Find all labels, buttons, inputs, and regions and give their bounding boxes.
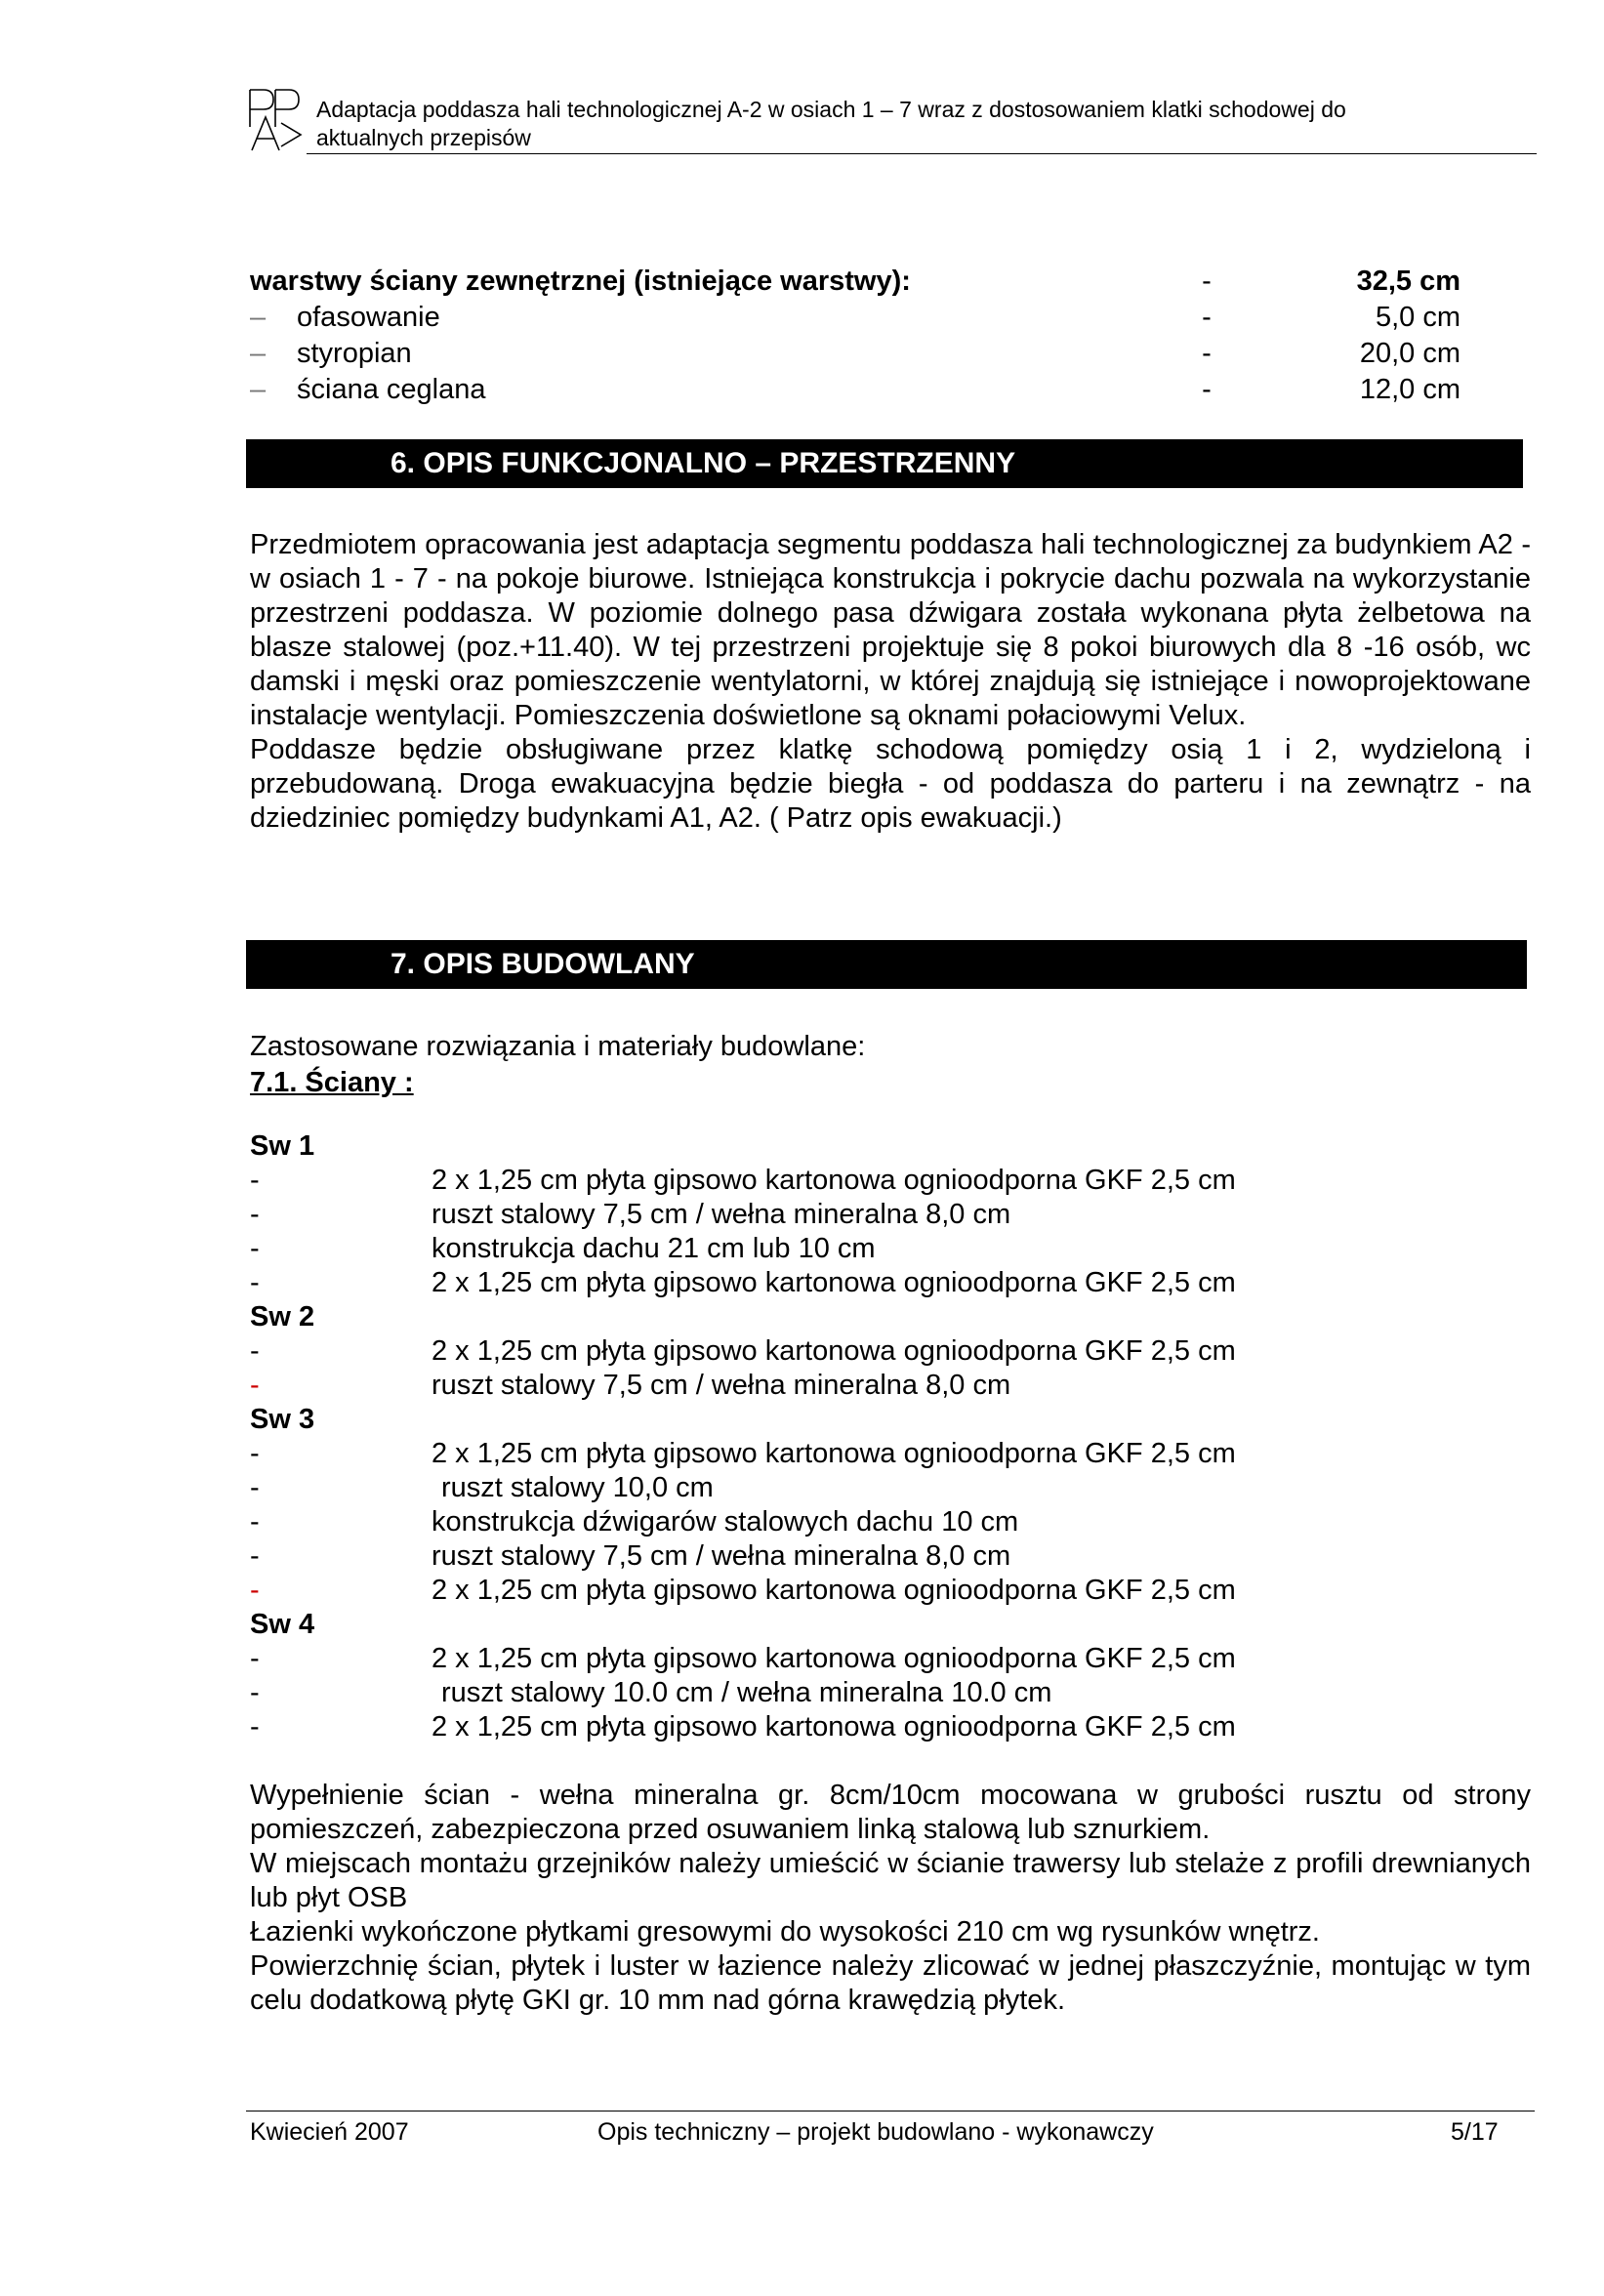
wall-layer-item <box>250 1232 1324 1266</box>
wall-layers-list <box>250 264 1529 408</box>
wall-types-list <box>250 1129 1324 1744</box>
layer-dash: – <box>250 338 267 369</box>
section-heading-6 <box>246 439 1523 488</box>
layer-row <box>250 300 1529 336</box>
ppa-logo-icon <box>246 88 307 152</box>
wall-notes <box>250 1779 1531 2018</box>
layer-sep: - <box>1202 338 1212 369</box>
wall-layer-item <box>250 1574 1324 1608</box>
wall-type-title: Sw 1 <box>250 1130 315 1162</box>
paragraph: Łazienki wykończone płytkami gresowymi do wysokości 210 cm wg rysunków wnętrz. <box>250 1916 1320 1948</box>
layer-sep: - <box>1202 374 1212 405</box>
wall-layer-item <box>250 1437 1324 1471</box>
item-text: konstrukcja dźwigarów stalowych dachu 10 cm <box>432 1506 1019 1538</box>
header-title-line1: Adaptacja poddasza hali technologicznej A-2 w osiach 1 – 7 wraz z dostosowaniem klatki schodowej do <box>316 97 1346 122</box>
layer-row <box>250 336 1529 372</box>
item-text: ruszt stalowy 7,5 cm / wełna mineralna 8,0 cm <box>432 1540 1011 1572</box>
footer-rule <box>246 2111 1535 2112</box>
header-title-line2: aktualnych przepisów <box>316 125 531 150</box>
item-text: 2 x 1,25 cm płyta gipsowo kartonowa ognioodporna GKF 2,5 cm <box>432 1438 1236 1469</box>
wall-layer-item <box>250 1471 1324 1505</box>
layer-value: 12,0 cm <box>1359 374 1460 405</box>
item-text: ruszt stalowy 7,5 cm / wełna mineralna 8,0 cm <box>432 1370 1011 1401</box>
section-7-intro: Zastosowane rozwiązania i materiały budowlane: <box>250 1031 866 1062</box>
wall-type-title: Sw 2 <box>250 1301 315 1332</box>
wall-layer-item <box>250 1505 1324 1539</box>
page-header <box>246 88 1535 156</box>
layer-dash: – <box>250 302 267 333</box>
item-text: 2 x 1,25 cm płyta gipsowo kartonowa ognioodporna GKF 2,5 cm <box>432 1335 1236 1367</box>
layer-row <box>250 264 1529 300</box>
section-title: 6. OPIS FUNKCJONALNO – PRZESTRZENNY <box>391 447 1016 479</box>
paragraph: Przedmiotem opracowania jest adaptacja segmentu poddasza hali technologicznej za budynkiem A2 - w osiach 1 - 7 - na pokoje biurowe. Istniejąca konstrukcja i pokrycie dachu pozwala na wykorzystanie przestrzeni poddasza. W poziomie dolnego pasa dźwigara została wykonana płyta żelbetowa na blasze stalowej (poz.+11.40). W tej przestrzeni projektuje się 8 pokoi biurowych dla 8 -16 osób, wc damski i męski oraz pomieszczenie wentylatorni, w której znajdują się istniejące i nowoprojektowane instalacje wentylacji. Pomieszczenia doświetlone są oknami połaciowymi Velux. <box>250 529 1531 731</box>
item-text: ruszt stalowy 10,0 cm <box>441 1472 714 1503</box>
item-dash: - <box>250 1472 260 1503</box>
item-dash: - <box>250 1335 260 1367</box>
wall-type-title: Sw 3 <box>250 1404 315 1435</box>
layer-value: 20,0 cm <box>1359 338 1460 369</box>
layer-name: ofasowanie <box>297 302 440 333</box>
layer-row <box>250 372 1529 408</box>
item-dash: - <box>250 1575 260 1606</box>
footer-doc-title: Opis techniczny – projekt budowlano - wykonawczy <box>597 2118 1154 2146</box>
item-dash: - <box>250 1677 260 1708</box>
item-text: 2 x 1,25 cm płyta gipsowo kartonowa ognioodporna GKF 2,5 cm <box>432 1711 1236 1742</box>
item-dash: - <box>250 1165 260 1196</box>
section-heading-7 <box>246 940 1527 989</box>
wall-layer-item <box>250 1198 1324 1232</box>
layer-name: ściana ceglana <box>297 374 486 405</box>
wall-layer-item <box>250 1334 1324 1369</box>
layer-name: warstwy ściany zewnętrznej (istniejące warstwy): <box>250 266 911 297</box>
layer-value: 5,0 cm <box>1375 302 1460 333</box>
wall-layer-item <box>250 1164 1324 1198</box>
header-rule <box>307 153 1537 154</box>
item-dash: - <box>250 1540 260 1572</box>
layer-value: 32,5 cm <box>1356 266 1460 297</box>
wall-layer-item <box>250 1369 1324 1403</box>
subsection-heading: 7.1. Ściany : <box>250 1067 414 1098</box>
item-dash: - <box>250 1233 260 1264</box>
item-dash: - <box>250 1267 260 1298</box>
wall-layer-item <box>250 1710 1324 1744</box>
item-text: 2 x 1,25 cm płyta gipsowo kartonowa ognioodporna GKF 2,5 cm <box>432 1267 1236 1298</box>
wall-layer-item <box>250 1676 1324 1710</box>
item-text: ruszt stalowy 10.0 cm / wełna mineralna 10.0 cm <box>441 1677 1052 1708</box>
item-text: ruszt stalowy 7,5 cm / wełna mineralna 8,0 cm <box>432 1199 1011 1230</box>
layer-sep: - <box>1202 266 1212 297</box>
item-dash: - <box>250 1643 260 1674</box>
section-6-body <box>250 528 1531 836</box>
item-dash: - <box>250 1199 260 1230</box>
footer-date: Kwiecień 2007 <box>250 2118 409 2146</box>
layer-name: styropian <box>297 338 412 369</box>
item-text: 2 x 1,25 cm płyta gipsowo kartonowa ognioodporna GKF 2,5 cm <box>432 1165 1236 1196</box>
item-dash: - <box>250 1506 260 1538</box>
item-dash: - <box>250 1438 260 1469</box>
layer-sep: - <box>1202 302 1212 333</box>
layer-dash: – <box>250 374 267 405</box>
wall-layer-item <box>250 1266 1324 1300</box>
item-dash: - <box>250 1711 260 1742</box>
paragraph: W miejscach montażu grzejników należy umieścić w ścianie trawersy lub stelaże z profili drewnianych lub płyt OSB <box>250 1848 1531 1913</box>
wall-layer-item <box>250 1642 1324 1676</box>
item-text: 2 x 1,25 cm płyta gipsowo kartonowa ognioodporna GKF 2,5 cm <box>432 1643 1236 1674</box>
item-text: 2 x 1,25 cm płyta gipsowo kartonowa ognioodporna GKF 2,5 cm <box>432 1575 1236 1606</box>
item-text: konstrukcja dachu 21 cm lub 10 cm <box>432 1233 876 1264</box>
paragraph: Powierzchnię ścian, płytek i luster w łazience należy zlicować w jednej płaszczyźnie, montując w tym celu dodatkową płytę GKI gr. 10 mm nad górna krawędzią płytek. <box>250 1950 1531 2016</box>
item-dash: - <box>250 1370 260 1401</box>
footer-page-number: 5/17 <box>1451 2118 1499 2146</box>
wall-type-title: Sw 4 <box>250 1609 315 1640</box>
header-title <box>316 96 1527 152</box>
section-title: 7. OPIS BUDOWLANY <box>391 948 695 980</box>
wall-layer-item <box>250 1539 1324 1574</box>
paragraph: Wypełnienie ścian - wełna mineralna gr. 8cm/10cm mocowana w grubości rusztu od strony pomieszczeń, zabezpieczona przed osuwaniem linką stalową lub sznurkiem. <box>250 1780 1531 1845</box>
paragraph: Poddasze będzie obsługiwane przez klatkę schodową pomiędzy osią 1 i 2, wydzieloną i przebudowaną. Droga ewakuacyjna będzie biegła - od poddasza do parteru i na zewnątrz - na dziedziniec pomiędzy budynkami A1, A2. ( Patrz opis ewakuacji.) <box>250 734 1531 834</box>
